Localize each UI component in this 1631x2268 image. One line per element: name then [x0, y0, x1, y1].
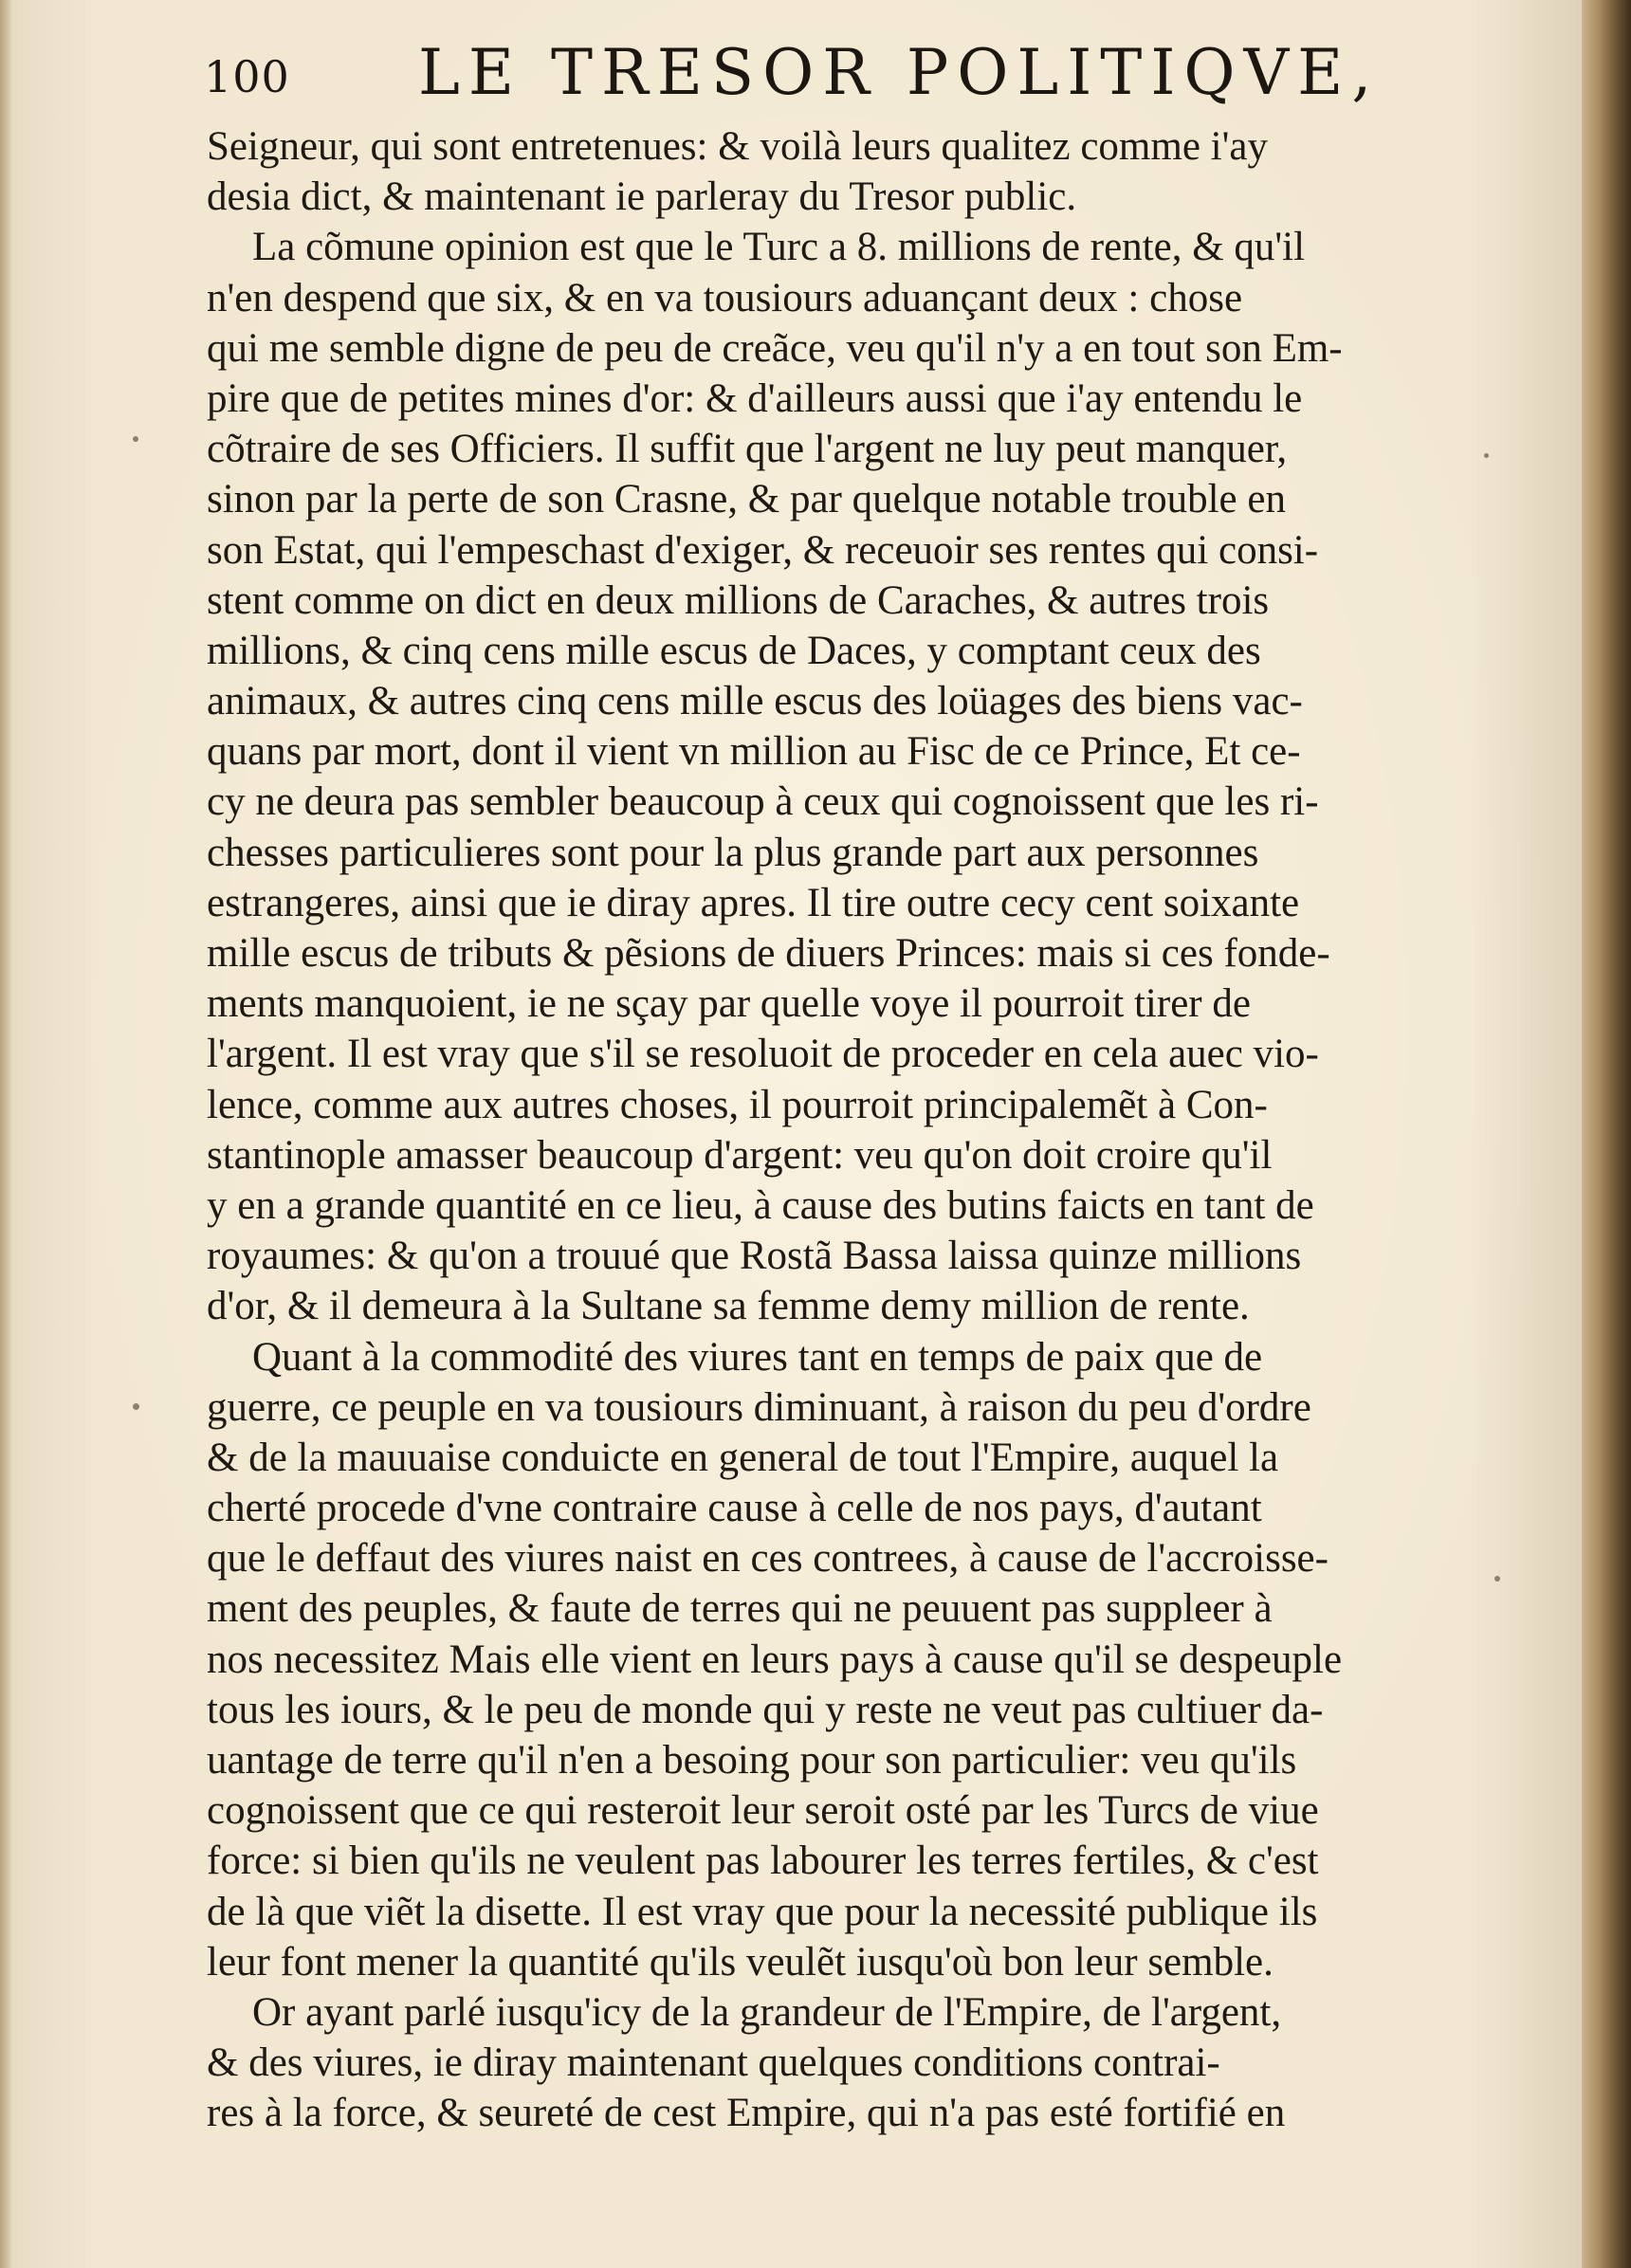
text-line: cognoissent que ce qui resteroit leur seroit osté par les Turcs de viue [207, 1788, 1319, 1834]
text-line: y en a grande quantité en ce lieu, à cause des butins faicts en tant de [207, 1182, 1314, 1228]
ink-spot [133, 1403, 139, 1410]
text-line: ment des peuples, & faute de terres qui ne peuuent pas suppleer à [207, 1586, 1273, 1632]
text-line: pire que de petites mines d'or: & d'ailleurs aussi que i'ay entendu le [207, 375, 1303, 421]
text-line: cy ne deura pas sembler beaucoup à ceux qui cognoissent que les ri- [207, 779, 1319, 825]
text-line: & de la mauuaise conduicte en general de tout l'Empire, auquel la [207, 1435, 1279, 1480]
text-line: & des viures, ie diray maintenant quelques conditions contrai- [207, 2040, 1220, 2086]
text-line: de là que viẽt la disette. Il est vray que pour la necessité publique ils [207, 1889, 1318, 1934]
text-line: n'en despend que six, & en va tousiours aduançant deux : chose [207, 275, 1243, 320]
text-line: uantage de terre qu'il n'en a besoing pour son particulier: veu qu'ils [207, 1738, 1297, 1783]
text-line: guerre, ce peuple en va tousiours diminuant, à raison du peu d'ordre [207, 1384, 1311, 1430]
text-line: stent comme on dict en deux millions de Caraches, & autres trois [207, 577, 1270, 623]
text-line: nos necessitez Mais elle vient en leurs pays à cause qu'il se despeuple [207, 1637, 1343, 1682]
running-title: LE TRESOR POLITIQVE, [418, 36, 1381, 109]
text-line: chesses particulieres sont pour la plus grande part aux personnes [207, 830, 1259, 875]
text-line: sinon par la perte de son Crasne, & par quelque notable trouble en [207, 477, 1286, 522]
text-line: que le deffaut des viures naist en ces contrees, à cause de l'accroisse- [207, 1536, 1329, 1582]
paragraph-start-line: Or ayant parlé iusqu'icy de la grandeur de l'Empire, de l'argent, [252, 1989, 1282, 2035]
text-line: leur font mener la quantité qu'ils veulẽt iusqu'où bon leur semble. [207, 1939, 1274, 1984]
text-line: mille escus de tributs & pẽsions de diuers Princes: mais si ces fonde- [207, 931, 1330, 976]
text-line: qui me semble digne de peu de creãce, veu qu'il n'y a en tout son Em- [207, 325, 1343, 371]
text-line: cõtraire de ses Officiers. Il suffit que l'argent ne luy peut manquer, [207, 427, 1288, 472]
text-line: estrangeres, ainsi que ie diray apres. Il tire outre cecy cent soixante [207, 880, 1300, 925]
text-line: animaux, & autres cinq cens mille escus des loüages des biens vac- [207, 679, 1303, 724]
text-line: tous les iours, & le peu de monde qui y reste ne veut pas cultiuer da- [207, 1687, 1324, 1732]
text-line: quans par mort, dont il vient vn million au Fisc de ce Prince, Et ce- [207, 729, 1301, 775]
ink-spot [133, 436, 138, 442]
text-line: force: si bien qu'ils ne veulent pas labourer les terres fertiles, & c'est [207, 1838, 1319, 1884]
text-line: desia dict, & maintenant ie parleray du Tresor public. [207, 174, 1077, 220]
text-line: res à la force, & seureté de cest Empire, qui n'a pas esté fortifié en [207, 2091, 1286, 2136]
text-line: son Estat, qui l'empeschast d'exiger, & receuoir ses rentes qui consi- [207, 527, 1319, 573]
paragraph-start-line: Quant à la commodité des viures tant en temps de paix que de [252, 1334, 1263, 1380]
paragraph-start-line: La cõmune opinion est que le Turc a 8. millions de rente, & qu'il [252, 225, 1306, 270]
text-line: ments manquoient, ie ne sçay par quelle voye il pourroit tirer de [207, 981, 1251, 1027]
text-line: stantinople amasser beaucoup d'argent: veu qu'on doit croire qu'il [207, 1132, 1273, 1178]
ink-spot [1494, 1576, 1500, 1582]
ink-spot [1484, 453, 1489, 458]
text-line: lence, comme aux autres choses, il pourroit principalemẽt à Con- [207, 1082, 1268, 1127]
text-line: Seigneur, qui sont entretenues: & voilà leurs qualitez comme i'ay [207, 124, 1268, 169]
text-line: cherté procede d'vne contraire cause à celle de nos pays, d'autant [207, 1486, 1262, 1531]
text-line: millions, & cinq cens mille escus de Daces, y comptant ceux des [207, 628, 1261, 673]
running-head [204, 36, 1531, 121]
text-line: d'or, & il demeura à la Sultane sa femme demy million de rente. [207, 1284, 1250, 1329]
page-number: 100 [204, 51, 290, 102]
text-line: royaumes: & qu'on a trouué que Rostã Bassa laissa quinze millions [207, 1234, 1302, 1279]
page-left-edge [0, 0, 13, 2268]
text-line: l'argent. Il est vray que s'il se resoluoit de proceder en cela auec vio- [207, 1032, 1319, 1077]
body-text [207, 121, 1468, 2139]
binding-gutter-shadow [1582, 0, 1631, 2268]
